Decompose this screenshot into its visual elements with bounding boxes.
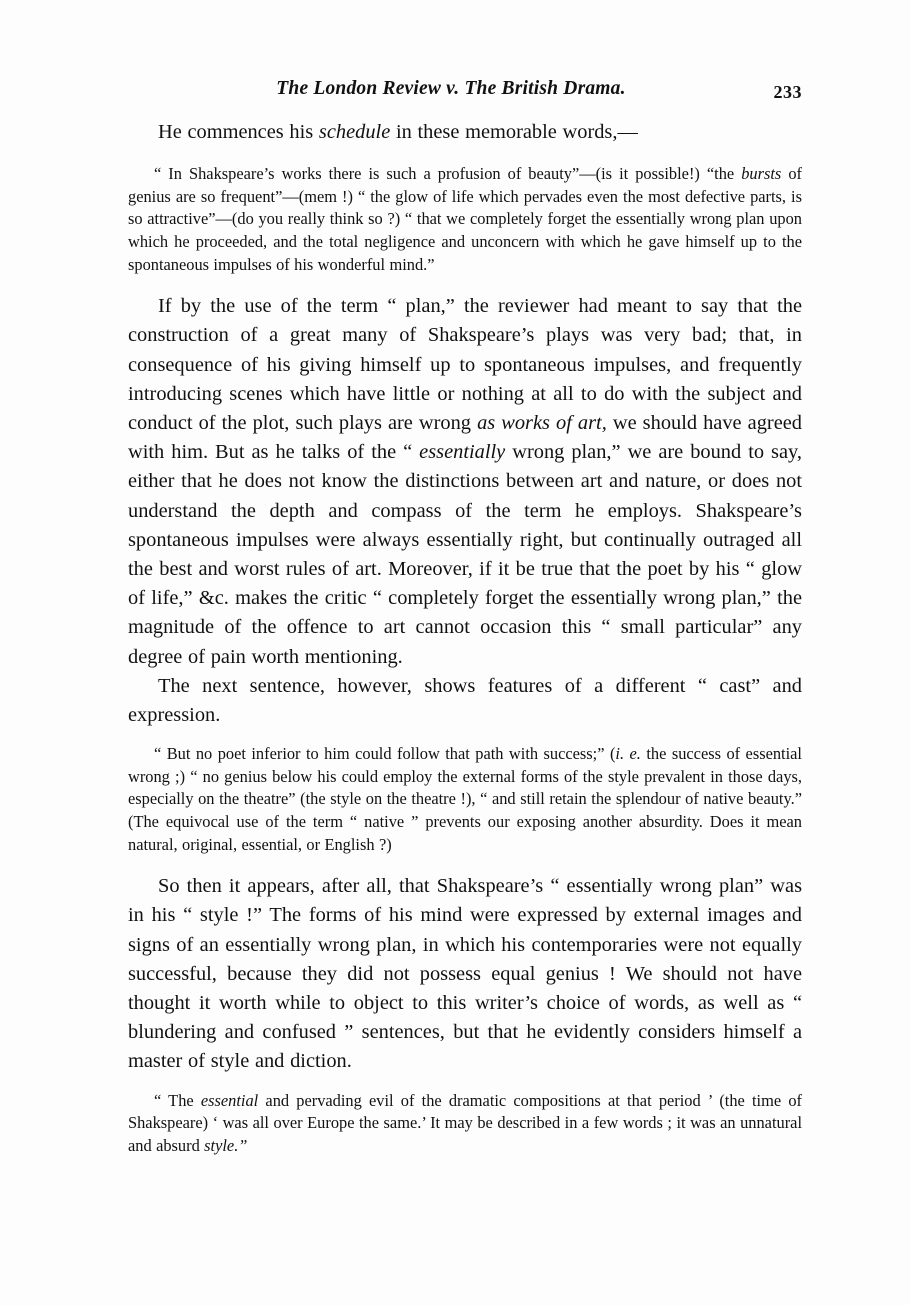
running-head xyxy=(128,78,802,104)
quote1-italic-bursts: bursts xyxy=(741,164,782,184)
quote3-italic-essential: essential xyxy=(200,1090,259,1110)
intro-text-pre: He commences his xyxy=(158,121,319,143)
quote2-italic-ie: i. e. xyxy=(615,744,641,764)
intro-text-post: in these memorable words,— xyxy=(390,121,638,143)
quote3-italic-style: style.” xyxy=(204,1135,248,1155)
body-paragraph-1 xyxy=(128,292,802,672)
quote1-part-b: of genius are so frequent”—(mem !) “ the glow of life which pervades even the most defective parts, is so attractive”—(do you really think so ?) “ that we completely forget the essentially wrong plan upon which he proceeded, and the total negligence and unconcern with which he gave himself up to the spontaneous impulses of his wonderful mind.” xyxy=(128,164,802,274)
quote-block-1 xyxy=(128,163,802,276)
quote3-part-b: and pervading evil of the dramatic compositions at that period ’ (the time of Shakspeare) ‘ was all over Europe the same.’ It may be described in a few words ; it was an unnatural and absurd xyxy=(128,1090,802,1155)
body-paragraph-3: So then it appears, after all, that Shakspeare’s “ essentially wrong plan” was in his “ style !” The forms of his mind were expressed by external images and signs of an essentially wrong plan, in which his contemporaries were not equally successful, because they did not possess equal genius ! We should not have thought it worth while to object to this writer’s choice of words, as well as “ blundering and confused ” sentences, but that he evidently considers himself a master of style and diction. xyxy=(128,875,802,1073)
para1-part-a: If by the use of the term “ plan,” the reviewer had meant to say that the construction of a great many of Shakspeare’s plays was very bad; that, in consequence of his giving himself up to spontaneous impulses, and frequently introducing scenes which have little or nothing at all to do with the subject and conduct of the plot, such plays are wrong xyxy=(128,295,802,434)
quote-block-3 xyxy=(128,1090,802,1158)
quote-block-2 xyxy=(128,743,802,856)
body-paragraph-2: The next sentence, however, shows features of a different “ cast” and expression. xyxy=(128,674,802,727)
quote2-part-a: “ But no poet inferior to him could follow that path with success;” ( xyxy=(154,744,616,764)
running-head-title: The London Review v. The British Drama. xyxy=(276,78,626,99)
intro-paragraph xyxy=(128,118,802,147)
page-number: 233 xyxy=(773,82,802,102)
para1-part-b: we should have agreed with him. But as he talks of the “ xyxy=(128,411,802,464)
para1-italic-works-of-art: as works of art, xyxy=(477,411,607,434)
quote3-part-a: “ The xyxy=(154,1090,201,1110)
intro-text-italic: schedule xyxy=(318,121,391,143)
para1-part-c: wrong plan,” we are bound to say, either that he does not know the distinctions between art and nature, or does not understand the depth and compass of the term he employs. Shakspeare’s spontaneous impulses were always essentially right, but continually outraged all the best and worst rules of art. Moreover, if it be true that the poet by his “ glow of life,” &c. makes the critic “ completely forget the essentially wrong plan,” the magnitude of the offence to art cannot occasion this “ small particular” any degree of pain worth mentioning. xyxy=(128,441,802,668)
page-text-block xyxy=(128,78,802,1175)
quote1-part-a: “ In Shakspeare’s works there is such a profusion of beauty”—(is it possible!) “the xyxy=(154,164,742,184)
quote2-part-b: the success of essential wrong ;) “ no genius below his could employ the external forms of the style prevalent in those days, especially on the theatre” (the style on the theatre !), “ and still retain the splendour of native beauty.” (The equivocal use of the term “ native ” prevents our exposing another absurdity. Does it mean natural, original, essential, or English ?) xyxy=(128,744,802,854)
para1-italic-essentially: essentially xyxy=(419,441,506,464)
